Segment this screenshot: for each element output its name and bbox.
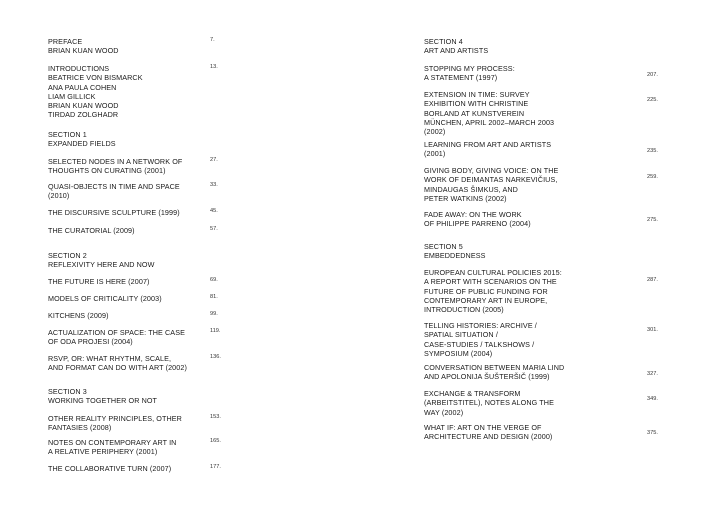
toc-entry-title: QUASI-OBJECTS IN TIME AND SPACE (2010): [48, 182, 180, 201]
toc-entry-page-number: 207.: [647, 72, 658, 78]
toc-entry-title: MODELS OF CRITICALITY (2003): [48, 294, 162, 303]
toc-entry-title: FADE AWAY: ON THE WORK OF PHILIPPE PARRENO (2004): [424, 210, 531, 229]
toc-entry-page-number: 81.: [210, 294, 218, 300]
toc-entry-page-number: 136.: [210, 354, 221, 360]
toc-entry-page-number: 225.: [647, 97, 658, 103]
toc-entry-page-number: 275.: [647, 217, 658, 223]
toc-entry-title: THE FUTURE IS HERE (2007): [48, 277, 150, 286]
toc-entry-title: OTHER REALITY PRINCIPLES, OTHER FANTASIES (2008): [48, 414, 182, 433]
toc-entry-title: THE DISCURSIVE SCULPTURE (1999): [48, 208, 180, 217]
toc-entry-page-number: 177.: [210, 464, 221, 470]
section-title: SECTION 4 ART AND ARTISTS: [424, 37, 489, 56]
toc-entry-title: PREFACE BRIAN KUAN WOOD: [48, 37, 119, 56]
toc-entry-title: THE COLLABORATIVE TURN (2007): [48, 464, 172, 473]
toc-entry-page-number: 327.: [647, 371, 658, 377]
toc-entry-page-number: 13.: [210, 64, 218, 70]
toc-entry-page-number: 119.: [210, 328, 221, 334]
section-title: SECTION 5 EMBEDDEDNESS: [424, 242, 486, 261]
toc-entry-title: LEARNING FROM ART AND ARTISTS (2001): [424, 140, 552, 159]
toc-right-page: [364, 0, 728, 522]
toc-entry-page-number: 153.: [210, 414, 221, 420]
toc-entry-page-number: 259.: [647, 174, 658, 180]
toc-entry-page-number: 45.: [210, 208, 218, 214]
toc-entry-page-number: 235.: [647, 148, 658, 154]
toc-entry-title: CONVERSATION BETWEEN MARIA LIND AND APOLONIJA ŠUŠTERŠIČ (1999): [424, 363, 565, 382]
toc-entry-title: RSVP, OR: WHAT RHYTHM, SCALE, AND FORMAT CAN DO WITH ART (2002): [48, 354, 187, 373]
toc-entry-page-number: 33.: [210, 182, 218, 188]
toc-entry-title: INTRODUCTIONS BEATRICE VON BISMARCK ANA PAULA COHEN LIAM GILLICK BRIAN KUAN WOOD TIRDAD ZOLGHADR: [48, 64, 143, 120]
section-title: SECTION 1 EXPANDED FIELDS: [48, 130, 116, 149]
toc-entry-page-number: 165.: [210, 438, 221, 444]
toc-entry-title: EXCHANGE & TRANSFORM (ARBEITSTITEL), NOTES ALONG THE WAY (2002): [424, 389, 554, 417]
toc-entry-page-number: 57.: [210, 226, 218, 232]
toc-entry-page-number: 7.: [210, 37, 215, 43]
toc-entry-title: EUROPEAN CULTURAL POLICIES 2015: A REPORT WITH SCENARIOS ON THE FUTURE OF PUBLIC FUNDING FOR CONTEMPORARY ART IN EUROPE, INTRODUCTION (2005): [424, 268, 562, 315]
toc-entry-title: NOTES ON CONTEMPORARY ART IN A RELATIVE PERIPHERY (2001): [48, 438, 177, 457]
section-title: SECTION 2 REFLEXIVITY HERE AND NOW: [48, 251, 155, 270]
toc-entry-page-number: 375.: [647, 430, 658, 436]
toc-entry-title: GIVING BODY, GIVING VOICE: ON THE WORK OF DEIMANTAS NARKEVIČIUS, MINDAUGAS ŠIMKUS, AND PETER WATKINS (2002): [424, 166, 559, 203]
toc-entry-page-number: 69.: [210, 277, 218, 283]
toc-entry-page-number: 27.: [210, 157, 218, 163]
toc-entry-page-number: 99.: [210, 311, 218, 317]
toc-entry-page-number: 287.: [647, 277, 658, 283]
toc-entry-title: KITCHENS (2009): [48, 311, 109, 320]
section-title: SECTION 3 WORKING TOGETHER OR NOT: [48, 387, 158, 406]
toc-entry-title: STOPPING MY PROCESS: A STATEMENT (1997): [424, 64, 515, 83]
toc-entry-page-number: 349.: [647, 396, 658, 402]
toc-entry-title: SELECTED NODES IN A NETWORK OF THOUGHTS ON CURATING (2001): [48, 157, 183, 176]
toc-entry-title: WHAT IF: ART ON THE VERGE OF ARCHITECTURE AND DESIGN (2000): [424, 423, 553, 442]
toc-entry-title: ACTUALIZATION OF SPACE: THE CASE OF ODA PROJESI (2004): [48, 328, 185, 347]
toc-entry-title: THE CURATORIAL (2009): [48, 226, 135, 235]
toc-entry-page-number: 301.: [647, 327, 658, 333]
toc-entry-title: TELLING HISTORIES: ARCHIVE / SPATIAL SITUATION / CASE-STUDIES / TALKSHOWS / SYMPOSIUM (2004): [424, 321, 537, 358]
toc-entry-title: EXTENSION IN TIME: SURVEY EXHIBITION WITH CHRISTINE BORLAND AT KUNSTVEREIN MÜNCHEN, APRIL 2002–MARCH 2003 (2002): [424, 90, 555, 137]
